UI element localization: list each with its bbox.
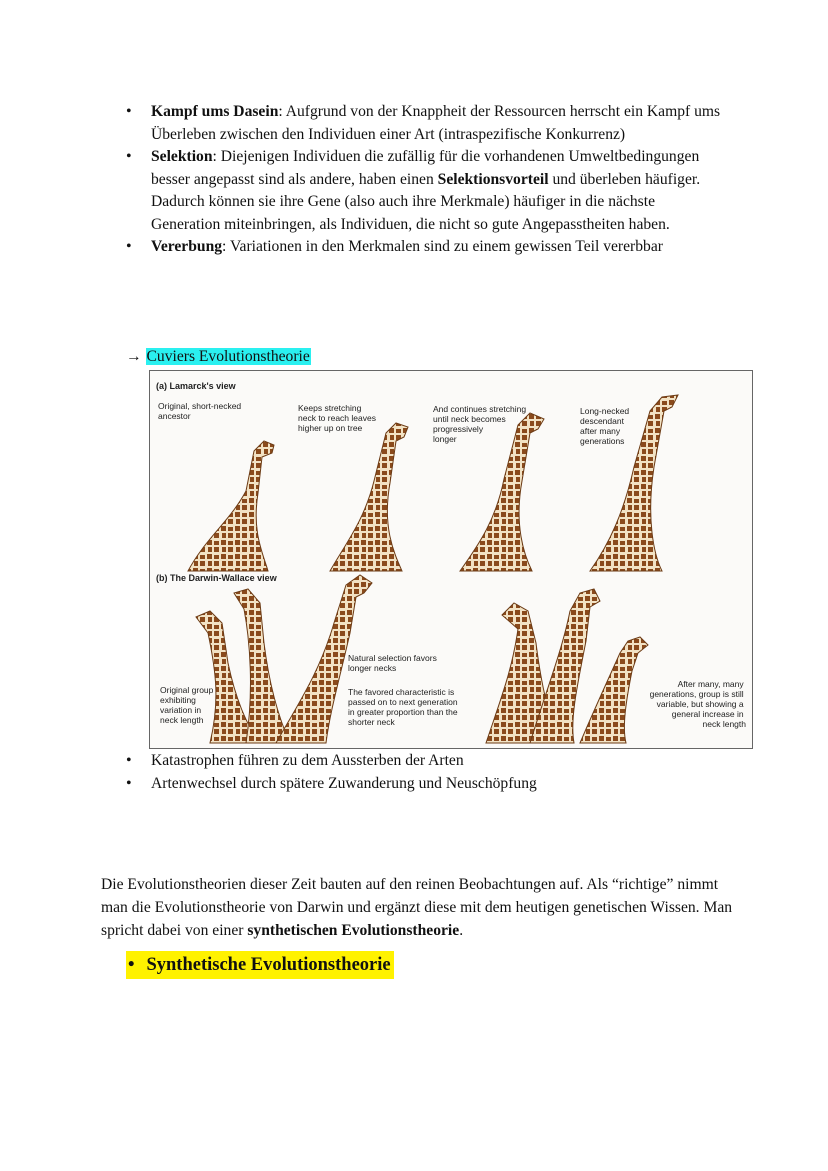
- caption-b-inheritance: The favored characteristic is passed on to next generation in greater proportion than the shorter neck: [348, 687, 458, 727]
- cuvier-heading-label: Cuviers Evolutionstheorie: [146, 348, 310, 365]
- bullet-text: : Diejenigen Individuen die zufällig für die vorhandenen Umweltbedingungen besser angepasst sind als andere, haben einen: [151, 148, 700, 188]
- list-item: [126, 146, 726, 236]
- list-item: • Katastrophen führen zu dem Aussterben der Arten: [126, 750, 726, 773]
- caption-a1: Original, short-necked ancestor: [158, 401, 242, 421]
- giraffe-illustration: [150, 371, 752, 748]
- synthetic-theory-heading: [126, 951, 394, 979]
- bullet-icon: •: [128, 955, 135, 975]
- caption-b-selection: Natural selection favors longer necks: [348, 653, 437, 673]
- paragraph-text: Die Evolutionstheorien dieser Zeit bauten auf den reinen Beobachtungen auf. Als “richtige” nimmt man die Evolutionstheorie von Darwin und ergänzt diese mit dem heutigen genetischen Wissen. Man spricht dabei von einer: [101, 876, 733, 939]
- caption-a4: Long-necked descendant after many generations: [580, 406, 630, 446]
- bullet-text: : Aufgrund von der Knappheit der Ressourcen herrscht ein Kampf ums Überleben zwischen den Individuen einer Art (intraspezifische Konkurrenz): [151, 103, 721, 143]
- cuvier-heading: [126, 346, 311, 368]
- term-selektion: Selektion: [151, 148, 213, 165]
- caption-a3: And continues stretching until neck becomes progressively longer: [433, 404, 527, 444]
- caption-b-left: Original group exhibiting variation in neck length: [160, 685, 214, 725]
- giraffe-group-descendants: [486, 589, 648, 743]
- paragraph-bold-term: synthetischen Evolutionstheorie: [247, 922, 460, 939]
- principles-list: [126, 101, 726, 259]
- caption-a2: Keeps stretching neck to reach leaves higher up on tree: [298, 403, 376, 433]
- giraffe-figure: [149, 370, 753, 749]
- cuvier-list: [126, 750, 726, 795]
- paragraph: [101, 873, 741, 942]
- bullet-text: : Variationen in den Merkmalen sind zu einem gewissen Teil vererbbar: [222, 238, 663, 255]
- paragraph-end: .: [459, 922, 464, 939]
- giraffe-illustration-2: [330, 423, 408, 571]
- term-selektionsvorteil: Selektionsvorteil: [437, 170, 549, 188]
- bullet-text: und überleben häufiger. Dadurch können sie ihre Gene (also auch ihre Merkmale) häufiger in die nächste Generation miteinbringen, als Individuen, die nicht so gute Angepasstheiten haben.: [151, 170, 701, 233]
- term-kampf: Kampf ums Dasein: [151, 103, 279, 120]
- giraffe-illustration-3: [460, 413, 544, 571]
- caption-b-right: After many, many generations, group is still variable, but showing a general increase in neck length: [649, 679, 746, 729]
- arrow-icon: →: [126, 348, 142, 365]
- list-item: [126, 101, 726, 146]
- giraffe-illustration-1: [188, 441, 274, 571]
- panel-b-title: (b) The Darwin-Wallace view: [156, 573, 277, 583]
- giraffe-group-original: [196, 575, 372, 743]
- term-vererbung: Vererbung: [151, 238, 223, 255]
- list-item: [126, 236, 726, 259]
- heading-label: Synthetische Evolutionstheorie: [146, 955, 391, 975]
- highlighted-heading: [126, 951, 394, 979]
- panel-a-title: (a) Lamarck's view: [156, 381, 236, 391]
- list-item: • Artenwechsel durch spätere Zuwanderung und Neuschöpfung: [126, 773, 726, 796]
